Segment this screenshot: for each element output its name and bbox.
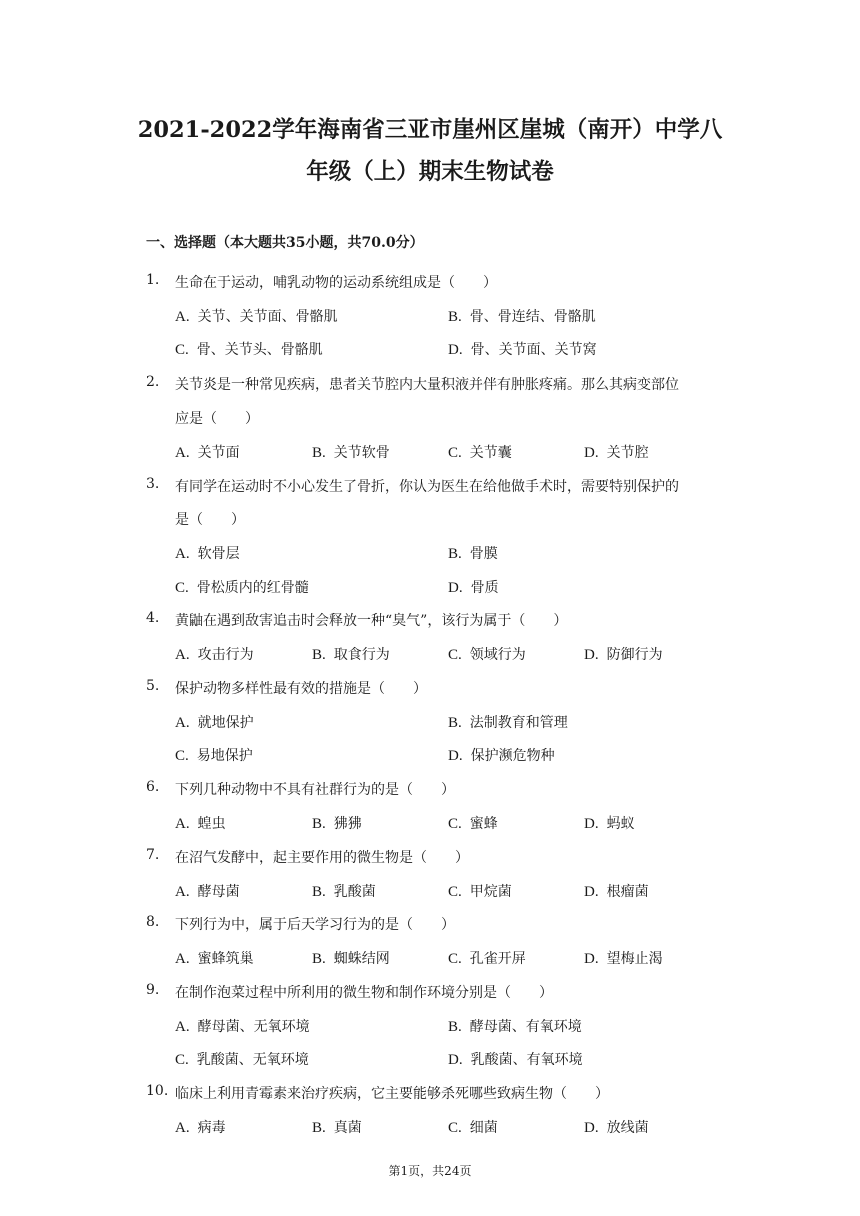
option-label: D. xyxy=(448,1052,463,1068)
option-text: 就地保护 xyxy=(197,715,254,731)
option-text: 攻击行为 xyxy=(197,647,254,663)
answer-option xyxy=(448,339,597,359)
answer-option xyxy=(312,948,390,968)
option-text: 保护濒危物种 xyxy=(470,748,555,764)
answer-option xyxy=(448,577,499,597)
answer-option xyxy=(175,1117,226,1137)
option-label: B. xyxy=(448,309,462,325)
option-text: 蝗虫 xyxy=(197,816,226,832)
option-label: D. xyxy=(448,748,463,764)
option-label: D. xyxy=(584,1120,599,1136)
answer-option xyxy=(584,644,663,664)
document-title-line-1: 2021-2022学年海南省三亚市崖州区崖城（南开）中学八 xyxy=(137,117,723,143)
section-heading: 一、选择题（本大题共35小题，共70.0分） xyxy=(146,235,424,251)
answer-option xyxy=(448,948,526,968)
option-label: A. xyxy=(175,715,190,731)
option-text: 关节软骨 xyxy=(333,445,390,461)
option-text: 病毒 xyxy=(197,1120,226,1136)
question-text: 在沼气发酵中，起主要作用的微生物是（ ） xyxy=(175,850,469,866)
option-label: A. xyxy=(175,445,190,461)
question-number: 1. xyxy=(146,272,160,288)
answer-option xyxy=(175,745,253,765)
option-label: A. xyxy=(175,951,190,967)
question-number: 5. xyxy=(146,678,160,694)
option-label: D. xyxy=(584,816,599,832)
answer-option xyxy=(312,813,362,833)
option-label: A. xyxy=(175,884,190,900)
option-text: 骨膜 xyxy=(469,546,498,562)
option-label: A. xyxy=(175,647,190,663)
option-label: A. xyxy=(175,1120,190,1136)
option-text: 取食行为 xyxy=(333,647,390,663)
question-text: 是（ ） xyxy=(175,512,245,528)
question-number: 10. xyxy=(146,1083,169,1099)
question-text: 在制作泡菜过程中所利用的微生物和制作环境分别是（ ） xyxy=(175,985,553,1001)
question-text: 下列行为中，属于后天学习行为的是（ ） xyxy=(175,917,455,933)
option-text: 望梅止渴 xyxy=(606,951,663,967)
option-text: 细菌 xyxy=(469,1120,498,1136)
question-number: 2. xyxy=(146,374,160,390)
option-label: C. xyxy=(448,647,462,663)
answer-option xyxy=(175,881,240,901)
option-text: 法制教育和管理 xyxy=(469,715,568,731)
option-text: 防御行为 xyxy=(606,647,663,663)
option-label: D. xyxy=(584,951,599,967)
option-label: B. xyxy=(312,445,326,461)
answer-option xyxy=(175,577,309,597)
question-text: 应是（ ） xyxy=(175,411,259,427)
option-label: C. xyxy=(175,1052,189,1068)
answer-option xyxy=(584,881,649,901)
option-text: 易地保护 xyxy=(196,748,253,764)
answer-option xyxy=(175,813,226,833)
answer-option xyxy=(175,543,240,563)
answer-option xyxy=(584,948,663,968)
option-label: C. xyxy=(175,748,189,764)
option-label: A. xyxy=(175,1019,190,1035)
option-text: 领域行为 xyxy=(469,647,526,663)
option-label: D. xyxy=(584,884,599,900)
option-label: C. xyxy=(448,884,462,900)
answer-option xyxy=(175,306,338,326)
answer-option xyxy=(584,813,635,833)
option-text: 孔雀开屏 xyxy=(469,951,526,967)
document-title-line-2: 年级（上）期末生物试卷 xyxy=(306,159,554,185)
answer-option xyxy=(448,881,512,901)
question-number: 6. xyxy=(146,779,160,795)
option-text: 乳酸菌 xyxy=(333,884,376,900)
answer-option xyxy=(175,442,240,462)
option-label: A. xyxy=(175,309,190,325)
option-label: C. xyxy=(175,342,189,358)
answer-option xyxy=(312,881,376,901)
answer-option xyxy=(175,948,254,968)
answer-option xyxy=(175,712,254,732)
question-text: 关节炎是一种常见疾病，患者关节腔内大量积液并伴有肿胀疼痛。那么其病变部位 xyxy=(175,377,679,393)
answer-option xyxy=(584,1117,649,1137)
answer-option xyxy=(448,813,498,833)
option-text: 根瘤菌 xyxy=(606,884,649,900)
option-text: 骨质 xyxy=(470,580,499,596)
option-text: 蜜蜂筑巢 xyxy=(197,951,254,967)
option-text: 关节面 xyxy=(197,445,240,461)
answer-option xyxy=(448,306,596,326)
option-label: C. xyxy=(448,816,462,832)
option-text: 关节、关节面、骨骼肌 xyxy=(197,309,338,325)
option-text: 骨、关节头、骨骼肌 xyxy=(196,342,323,358)
option-label: B. xyxy=(312,951,326,967)
answer-option xyxy=(448,543,498,563)
option-label: D. xyxy=(448,342,463,358)
option-text: 软骨层 xyxy=(197,546,240,562)
answer-option xyxy=(312,644,390,664)
option-text: 蚂蚁 xyxy=(606,816,635,832)
page-footer: 第1页，共24页 xyxy=(388,1164,472,1178)
option-text: 真菌 xyxy=(333,1120,362,1136)
answer-option xyxy=(448,1049,583,1069)
option-text: 骨松质内的红骨髓 xyxy=(196,580,309,596)
option-text: 放线菌 xyxy=(606,1120,649,1136)
option-text: 酵母菌 xyxy=(197,884,240,900)
answer-option xyxy=(175,339,323,359)
option-label: B. xyxy=(448,1019,462,1035)
option-label: B. xyxy=(312,816,326,832)
option-text: 甲烷菌 xyxy=(469,884,512,900)
option-label: B. xyxy=(448,546,462,562)
answer-option xyxy=(448,712,568,732)
option-label: B. xyxy=(312,884,326,900)
option-text: 关节囊 xyxy=(469,445,512,461)
option-label: A. xyxy=(175,816,190,832)
option-label: C. xyxy=(175,580,189,596)
question-number: 9. xyxy=(146,982,160,998)
question-number: 7. xyxy=(146,847,160,863)
option-label: D. xyxy=(584,445,599,461)
answer-option xyxy=(312,442,390,462)
option-text: 乳酸菌、有氧环境 xyxy=(470,1052,583,1068)
option-text: 酵母菌、无氧环境 xyxy=(197,1019,310,1035)
answer-option xyxy=(175,1049,309,1069)
question-number: 4. xyxy=(146,610,160,626)
option-text: 酵母菌、有氧环境 xyxy=(469,1019,582,1035)
answer-option xyxy=(175,1016,310,1036)
question-number: 8. xyxy=(146,914,160,930)
option-text: 狒狒 xyxy=(333,816,362,832)
answer-option xyxy=(175,644,254,664)
option-text: 蜘蛛结网 xyxy=(333,951,390,967)
option-label: C. xyxy=(448,1120,462,1136)
answer-option xyxy=(448,1016,582,1036)
option-text: 乳酸菌、无氧环境 xyxy=(196,1052,309,1068)
option-text: 骨、骨连结、骨骼肌 xyxy=(469,309,596,325)
option-label: C. xyxy=(448,951,462,967)
answer-option xyxy=(448,745,555,765)
question-text: 黄鼬在遇到敌害追击时会释放一种“臭气”，该行为属于（ ） xyxy=(175,613,568,629)
answer-option xyxy=(448,442,512,462)
question-text: 生命在于运动，哺乳动物的运动系统组成是（ ） xyxy=(175,275,497,291)
option-label: C. xyxy=(448,445,462,461)
option-text: 骨、关节面、关节窝 xyxy=(470,342,597,358)
option-label: B. xyxy=(312,1120,326,1136)
answer-option xyxy=(448,644,526,664)
answer-option xyxy=(312,1117,362,1137)
question-text: 保护动物多样性最有效的措施是（ ） xyxy=(175,681,427,697)
question-text: 有同学在运动时不小心发生了骨折，你认为医生在给他做手术时，需要特别保护的 xyxy=(175,479,679,495)
question-text: 下列几种动物中不具有社群行为的是（ ） xyxy=(175,782,455,798)
option-label: B. xyxy=(312,647,326,663)
question-text: 临床上利用青霉素来治疗疾病，它主要能够杀死哪些致病生物（ ） xyxy=(175,1086,609,1102)
option-label: D. xyxy=(584,647,599,663)
answer-option xyxy=(448,1117,498,1137)
answer-option xyxy=(584,442,649,462)
question-number: 3. xyxy=(146,476,160,492)
option-label: D. xyxy=(448,580,463,596)
option-text: 关节腔 xyxy=(606,445,649,461)
option-label: A. xyxy=(175,546,190,562)
option-text: 蜜蜂 xyxy=(469,816,498,832)
option-label: B. xyxy=(448,715,462,731)
